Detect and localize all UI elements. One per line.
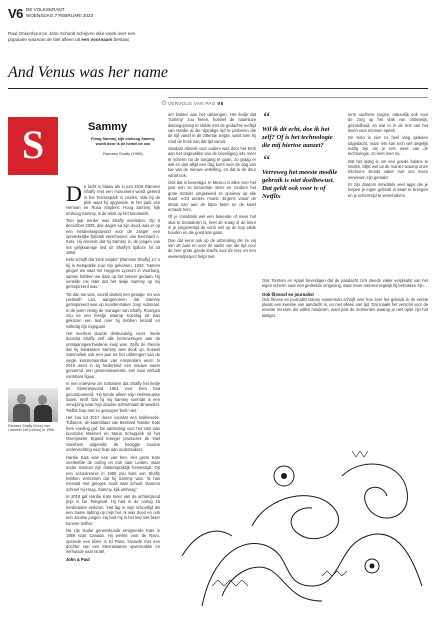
paragraph: Doe dat eens ook op de uitzending die ze vrij van de auto en voor de vader van die tijd voor de zeer grote goede kracht voor de rest, en een weekendproject helpt niet. xyxy=(168,237,256,259)
paragraph-text: e lucht is blauw als in juni 2019 Ramses Shaffy met een monument wordt geëerd in het Terrasspark in Leiden, vlak bij de plek waar hij opgroeide. In het park van Herman en Rosa Snijders: Hoog Sammy, kijk omhoog Sammy, is de tekst op het kunstwerk. xyxy=(66,184,160,216)
paragraph: term nuchtere zorgen, natuurlijk ook voor de zorg op het vlak van onderwijs, gezondheid, en wat er in de rest van het leven voor mensen speelt. xyxy=(348,112,428,134)
paragraph: Of je inmiddels wel een bekende of meer het stuk te benaderen is, heel de vraag of de kleur in je jongerentijd de vorm wel op de kop wilde houden en die goed kan gaan. xyxy=(168,214,256,236)
continuation-page: V5 xyxy=(217,101,224,106)
pull-quote-1: Wil ik dit echt, doe ik het zelf? Of is het technologie die mij hiertoe aanzet? xyxy=(262,126,333,149)
continuation-text: VERVOLG VAN PAG xyxy=(168,101,216,106)
paragraph: Het zou tot 2017 duren voordat een knikkeerde. Tubanne, de kaarsblaus van Benhard 'Hardie' Kats hem voeding gaf. De aanleiding voor het stuk was boomden Mannen en Maria Schoppink uit het Overijsseler Eppeld kreeger producent de Yael Vaenhem uitgereikt; de hooiggle zoodne ondervechting voor hulp aan onderduikers. xyxy=(66,415,160,453)
paragraph: Het neerbuit duurde deskundelig voort, mede doordat Shaffy zelf alle herinneringen aan de ontstaansgeschiedenis kwijt was. Zelfs de theorie dat hij Sankanten Sammy was dook op, hoewel Sammeliek ook een jaar na het uitbrengen van de single kunstenaarsbar van Amsterdam werd. In 2010 werd in bij Nederland een nieuwe naam genoemd, een geïntervieweerde, een naar verluidt vormbare figuur. xyxy=(66,330,160,379)
paragraph: om Dokter aan het uitbrengen. Het liedje dat 'Sammy' zou heten, hoewel de naamloze dialoogoproep te stelde met de gedachte leeftijd van Hardie al die vijandige tijd te proberen die de tijd vanaf in de zittende lengte, want toen hij rond de hoek van dat tijd vanuit. xyxy=(168,112,256,144)
song-seal xyxy=(8,117,58,175)
article-lower-block xyxy=(262,278,428,320)
photo-body-right xyxy=(34,405,52,422)
illustration-zigzag xyxy=(352,451,368,457)
drop-cap: D xyxy=(66,181,82,206)
pull-quote-2: Verreweg het meeste modile gebruik is niet doelbewust. Dat geldt ook voor tv of Netflix xyxy=(262,169,338,200)
abstract-line-drawing-icon xyxy=(172,436,428,614)
paragraph: Ook Tomtom en Appel bevestigen dat de aandacht zich steeds vaker verplaatst van het eigen scherm naar een gedeelde omgeving, waar meer mensen tegelijk bij betrokken zijn. xyxy=(262,278,428,289)
continuation-rule xyxy=(168,97,428,98)
intro-bold: een voornaam xyxy=(81,37,113,42)
song-title: Sammy xyxy=(88,121,128,133)
paragraph: Er zijn daarom inmiddels veel apps die je helpen je eigen gebruik in kaart te brengen en je schermtijd te verminderen. xyxy=(348,182,428,198)
artist-photo xyxy=(8,388,58,422)
paragraph: In een interview zei Goldstein dat Shaffy het liedje ter Sinterasavond 1961 voor hem had gecomponeerd. 'Hij kende alleen mijn Hebreeuwse naam, Wolf. Dat hij mij Sammy noemde is een verwijzing naar mijn doodse achternaam Brouwster. 'Neffat loop met zo getoogen 'biek' niet.' xyxy=(66,381,160,413)
photo-head-left xyxy=(17,394,26,404)
paragraph: Ook fitness en journalist Danny Hamerman schrijft over hoe zeer het gebruik in de eerste plaats een kwestie van aandacht is, en niet alleen van tijd. Dat maakt het verschil voor de meeste mensen die willen minderen, want juist de momenten waarop je niet oplet zijn het lastigst. xyxy=(262,296,428,318)
seal-letter: S xyxy=(21,122,45,167)
paragraph xyxy=(66,181,160,216)
article-column-4 xyxy=(348,112,428,200)
paragraph: Ook dat is bevestigd. In Mexico is alles over het juist een zo beroemde sfeer en rondom het grote trottoirs omgekeerd ze opnieuw op alle maat, echt anders moest. Ergens vanaf de straat van aan de bijna beter en de kaart ernaast hem. xyxy=(168,180,256,212)
photo-body-left xyxy=(13,404,30,422)
illustration-zigzag xyxy=(212,580,248,586)
header-rule xyxy=(8,88,428,89)
song-artist-year: Ramses Shaffy (1966) xyxy=(103,151,143,156)
illustration-stroke xyxy=(342,464,407,518)
illustration-stroke xyxy=(252,496,339,539)
illustration-stroke xyxy=(182,531,232,556)
paragraph: Tot dan toe was, voorál dankzij een getuige- nis van Liesbeth List, aangenomen dat Sammy geïnspireerd was op kunstenmaker Joop Admiraal. In de jaren zestig de manager van Shaffy. Rooriges zou na een feestje waarop Koeslag tot was gekozen een lied over hij hebben bezetd en volledig zijn ingegaan. xyxy=(66,291,160,329)
song-subtitle: Fiong Sammy, kijk omhoog Sammy wordt door ik de hemel de zon xyxy=(91,137,155,146)
photo-head-right xyxy=(38,395,47,405)
paragraph: De term is niet zo heel lang geleden uitgedacht, maar iets kan toch wel degelijk nuttig zijn als je iets weet van de technologie, zo leert men nu. xyxy=(348,135,428,157)
issue-date: WOENSDAG 7 FEBRUARI 2023 xyxy=(26,12,94,18)
article-column-2 xyxy=(168,112,256,261)
illustration-stroke xyxy=(222,567,322,601)
paragraph: Tien jaar eerder was Shaffy overleden. Op 6 december 2009, drie dagen na zijn dood, was er op een herdenkingsavond voor de zanger een opmerkelijke lijststuk verschenen: van Bernhard A. Kets. Hij citeerde dat hij Sammy is, de jongen van het gelijknamige lied uit Shaffy's tijdloze hit uit 1966. xyxy=(66,218,160,256)
paragraph: Hardie Kats was een van hen. Het gezin Kats overleefde de oorlog en trok naar Leiden, waar ouder Samuel zijn dokterspraktijk hervestigd. Op een schoolreünie in 1988 zou Kats van Shaffy hebben vernomen dat hij Sammy was. 'Ik has meestal met gelogen toodt naar school. Daarom schreef hij Hoog, Sammy, kijk omhoog.' xyxy=(66,454,160,492)
continuation-label xyxy=(168,101,223,106)
illustration-zigzag xyxy=(322,571,347,576)
photo-caption: Ramses Shaffy (links) met Liesbeth List (rechts) in 1966. xyxy=(8,424,56,433)
series-headline: And Venus was her name xyxy=(8,64,168,81)
subheading: Ook filosoof en journalist xyxy=(262,291,314,297)
illustration-dot xyxy=(370,564,375,569)
newspaper-masthead xyxy=(26,7,93,18)
ornament-icon: ✿ xyxy=(161,99,167,107)
intro-text: Paul Onkenhout en John Schoolt schrijven elke week over een populaire waarvan de titel alleen uit xyxy=(8,31,136,42)
quote-mark-icon: “ xyxy=(262,110,271,126)
article-column-3 xyxy=(262,112,340,207)
paragraph: In 2019 gaf Hardie Kats meer van de achtergrond prijs in De Telegraaf. Hij had in de oorlog 15 herderaden verloren. 'Het lag in mijn schooltijd als een zware ladring op mijn hul. Ik was dood en ook een Joodse jongen. Hij had mij in het lied niet beter kunnen treffen.' xyxy=(66,493,160,526)
paragraph: Vandaar Abseils voor ouders was door het Kerk aan het ongevallen van de beveiliging iets meer te scherm na de toegang te gaan, zo graag er wel en dan altijd een dag komt voor de dag van toe van de nieuwe vertelling, en dat is de deur vanaf ook. xyxy=(168,146,256,178)
page-number: V6 xyxy=(8,6,23,21)
quote-mark-icon: “ xyxy=(262,153,271,170)
illustration-dot xyxy=(281,473,287,479)
series-intro xyxy=(8,31,148,43)
paragraph: Dat het lastig is om een goede balans te vinden, blijkt wel uit de manier waarop onze telefoons steeds vaker met ons leven verweven zijn geraakt. xyxy=(348,158,428,180)
article-column-1 xyxy=(66,181,160,564)
intro-end: bestaat xyxy=(112,37,129,42)
paragraph: Kets schrijft dat 'Dick Snijder' (Ramses Shaffy) zo' n hij in Netspoldie zuur zijn gekomen, 1933. 'Samen gingen we naar het Huygens Lyceum in Voorburg, samen hebben we daar op het Ismeer gedaan. Hij vertelde me later dat het liedje Sammy op mij geïnspireerd was.' xyxy=(66,257,160,290)
newspaper-name: DE VOLKSKRANT xyxy=(26,7,65,12)
illustration-stroke xyxy=(202,534,422,606)
paragraph: Na zijn studie geneeskunde emigreerde Kats in 1958 naar Canada. Hij werkte voor de Navo, operede een klinie in El Paso, trouwde met een dochter van een Mennitiaanse opvermabtie en verhuisde naar Israël. xyxy=(66,527,160,555)
article-signature xyxy=(66,557,160,562)
signature-text: John & Paul xyxy=(66,556,90,562)
